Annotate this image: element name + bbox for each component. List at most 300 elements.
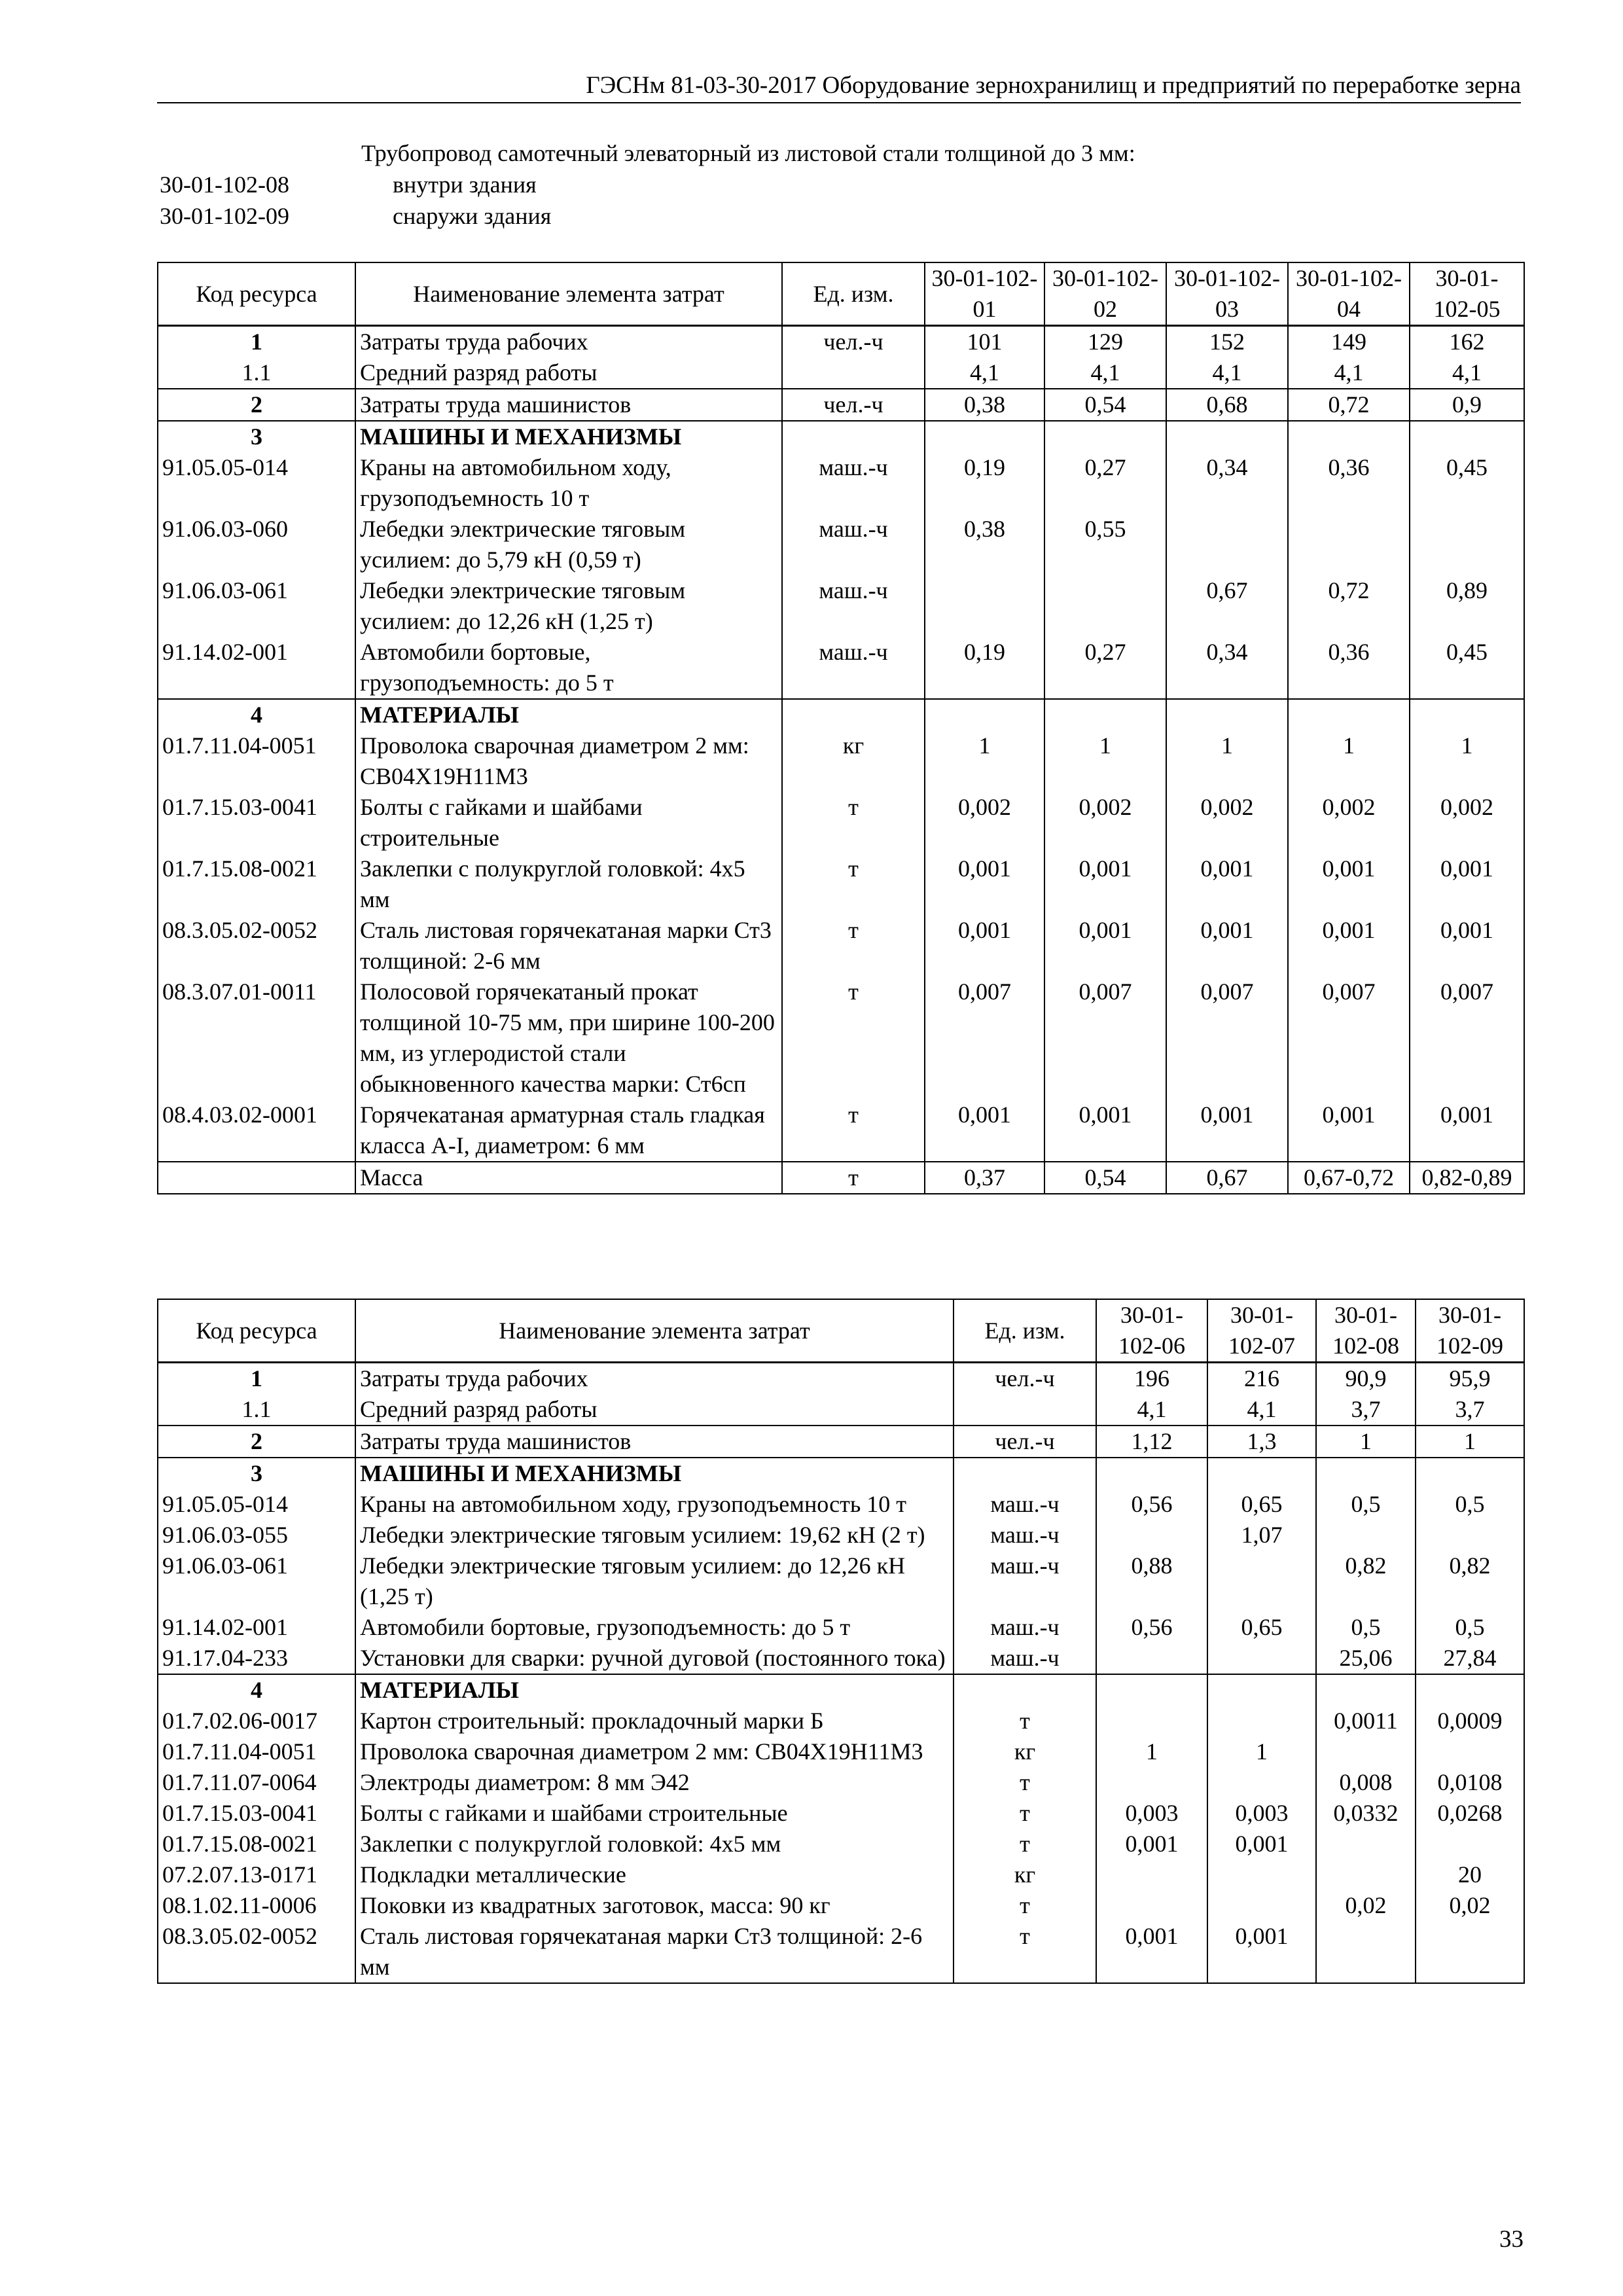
row-value: 196: [1096, 1363, 1207, 1395]
row-code: 4: [158, 699, 355, 730]
row-value: 0,001: [1288, 853, 1410, 915]
col-header-norm: 30-01-102-07: [1207, 1299, 1316, 1363]
row-value: [1207, 1767, 1316, 1798]
row-value: 0,001: [1166, 853, 1288, 915]
row-value: 20: [1416, 1859, 1524, 1890]
table-row: [158, 1458, 1524, 1489]
row-value: 4,1: [1288, 357, 1410, 389]
row-value: [1288, 699, 1410, 730]
row-unit: т: [782, 1162, 925, 1194]
row-code: 01.7.11.07-0064: [158, 1767, 355, 1798]
row-value: 0,5: [1316, 1612, 1416, 1643]
table-row: [158, 915, 1524, 977]
row-value: 0,89: [1410, 575, 1524, 637]
row-value: 0,82-0,89: [1410, 1162, 1524, 1194]
row-unit: [782, 699, 925, 730]
row-value: [1044, 421, 1166, 452]
row-code: 91.06.03-060: [158, 514, 355, 575]
row-value: 0,001: [1410, 1100, 1524, 1162]
row-code: 01.7.11.04-0051: [158, 730, 355, 792]
row-value: 0,45: [1410, 637, 1524, 699]
row-value: 0,008: [1316, 1767, 1416, 1798]
row-value: 0,002: [1288, 792, 1410, 853]
row-code: 01.7.11.04-0051: [158, 1736, 355, 1767]
row-name: Масса: [355, 1162, 782, 1194]
row-value: [1316, 1736, 1416, 1767]
table-row: [158, 1706, 1524, 1736]
row-value: 0,36: [1288, 452, 1410, 514]
row-value: 0,82: [1316, 1551, 1416, 1612]
col-header-norm: 30-01-102-04: [1288, 262, 1410, 326]
row-name: Установки для сварки: ручной дуговой (постоянного тока): [355, 1643, 954, 1674]
row-value: 1: [1207, 1736, 1316, 1767]
running-header: ГЭСНм 81-03-30-2017 Оборудование зернохранилищ и предприятий по переработке зерна: [157, 71, 1521, 103]
col-header-code: Код ресурса: [158, 262, 355, 326]
row-name: МАШИНЫ И МЕХАНИЗМЫ: [355, 1458, 954, 1489]
row-value: 0,001: [1288, 1100, 1410, 1162]
row-value: 1: [925, 730, 1044, 792]
row-value: 0,0009: [1416, 1706, 1524, 1736]
row-name: Лебедки электрические тяговым усилием: 19,62 кН (2 т): [355, 1520, 954, 1551]
row-value: 0,27: [1044, 637, 1166, 699]
row-value: 0,38: [925, 514, 1044, 575]
row-value: 0,02: [1416, 1890, 1524, 1921]
table-row: [158, 452, 1524, 514]
table-row: [158, 1551, 1524, 1612]
row-unit: чел.-ч: [954, 1363, 1096, 1395]
table-body: [158, 1363, 1524, 1984]
row-value: 1: [1166, 730, 1288, 792]
row-value: 0,65: [1207, 1489, 1316, 1520]
row-value: [1096, 1520, 1207, 1551]
row-value: 0,67: [1166, 575, 1288, 637]
row-value: [1096, 1706, 1207, 1736]
row-value: [1207, 1890, 1316, 1921]
row-value: 0,55: [1044, 514, 1166, 575]
row-value: 0,68: [1166, 389, 1288, 421]
row-value: 0,34: [1166, 637, 1288, 699]
row-value: [1410, 514, 1524, 575]
row-name: Проволока сварочная диаметром 2 мм: СВ04Х19Н11М3: [355, 1736, 954, 1767]
row-code: 08.3.05.02-0052: [158, 915, 355, 977]
row-code: 91.05.05-014: [158, 452, 355, 514]
row-unit: маш.-ч: [954, 1643, 1096, 1674]
row-value: 0,56: [1096, 1612, 1207, 1643]
row-value: 3,7: [1416, 1394, 1524, 1426]
row-value: 3,7: [1316, 1394, 1416, 1426]
row-name: Горячекатаная арматурная сталь гладкая класса А-I, диаметром: 6 мм: [355, 1100, 782, 1162]
row-value: [1044, 699, 1166, 730]
row-code: 91.06.03-061: [158, 575, 355, 637]
row-code: 91.06.03-061: [158, 1551, 355, 1612]
row-value: [1288, 421, 1410, 452]
table-row: [158, 1162, 1524, 1194]
col-header-norm: 30-01-102-01: [925, 262, 1044, 326]
table-row: [158, 1394, 1524, 1426]
row-value: [1096, 1674, 1207, 1706]
row-unit: [954, 1394, 1096, 1426]
row-value: [1207, 1458, 1316, 1489]
row-value: 90,9: [1316, 1363, 1416, 1395]
row-name: Затраты труда машинистов: [355, 1426, 954, 1458]
row-name: МАШИНЫ И МЕХАНИЗМЫ: [355, 421, 782, 452]
row-value: 101: [925, 326, 1044, 358]
table-row: [158, 730, 1524, 792]
table-row: [158, 1798, 1524, 1829]
row-value: 1,07: [1207, 1520, 1316, 1551]
col-header-unit: Ед. изм.: [782, 262, 925, 326]
row-value: 4,1: [1207, 1394, 1316, 1426]
row-value: 1: [1316, 1426, 1416, 1458]
row-value: [1207, 1551, 1316, 1612]
row-value: 0,001: [1044, 1100, 1166, 1162]
row-unit: маш.-ч: [954, 1551, 1096, 1612]
table-row: [158, 1859, 1524, 1890]
table-row: [158, 1489, 1524, 1520]
row-value: [1207, 1674, 1316, 1706]
row-code: 08.1.02.11-0006: [158, 1890, 355, 1921]
table-row: [158, 792, 1524, 853]
row-value: [1096, 1643, 1207, 1674]
intro-item-code: 30-01-102-09: [160, 203, 289, 229]
row-value: 0,82: [1416, 1551, 1524, 1612]
table-row: [158, 1736, 1524, 1767]
row-value: [1207, 1706, 1316, 1736]
col-header-norm: 30-01-102-09: [1416, 1299, 1524, 1363]
row-code: [158, 1162, 355, 1194]
row-unit: чел.-ч: [782, 389, 925, 421]
table-row: [158, 421, 1524, 452]
row-value: 1,3: [1207, 1426, 1316, 1458]
row-value: [1416, 1674, 1524, 1706]
table-header-row: [158, 262, 1524, 326]
row-value: 4,1: [1166, 357, 1288, 389]
row-name: Автомобили бортовые, грузоподъемность: до 5 т: [355, 637, 782, 699]
intro-title: Трубопровод самотечный элеваторный из листовой стали толщиной до 3 мм:: [361, 140, 1135, 166]
row-value: 0,5: [1416, 1612, 1524, 1643]
row-name: Картон строительный: прокладочный марки Б: [355, 1706, 954, 1736]
row-value: [925, 699, 1044, 730]
row-name: Заклепки с полукруглой головкой: 4х5 мм: [355, 853, 782, 915]
row-value: 0,36: [1288, 637, 1410, 699]
row-code: 01.7.02.06-0017: [158, 1706, 355, 1736]
col-header-norm: 30-01-102-08: [1316, 1299, 1416, 1363]
row-name: Проволока сварочная диаметром 2 мм: СВ04Х19Н11М3: [355, 730, 782, 792]
row-value: 0,001: [1096, 1921, 1207, 1983]
row-value: 0,0268: [1416, 1798, 1524, 1829]
row-value: [1096, 1859, 1207, 1890]
col-header-norm: 30-01-102-03: [1166, 262, 1288, 326]
row-code: 01.7.15.03-0041: [158, 1798, 355, 1829]
row-value: 0,003: [1207, 1798, 1316, 1829]
row-value: 1: [1288, 730, 1410, 792]
row-value: [1316, 1829, 1416, 1859]
row-value: 0,0108: [1416, 1767, 1524, 1798]
row-value: [1316, 1674, 1416, 1706]
row-code: 08.4.03.02-0001: [158, 1100, 355, 1162]
row-code: 91.17.04-233: [158, 1643, 355, 1674]
row-value: 27,84: [1416, 1643, 1524, 1674]
row-code: 2: [158, 1426, 355, 1458]
row-value: 0,003: [1096, 1798, 1207, 1829]
row-code: 91.06.03-055: [158, 1520, 355, 1551]
row-value: [1288, 514, 1410, 575]
row-value: 0,27: [1044, 452, 1166, 514]
row-unit: [954, 1674, 1096, 1706]
row-code: 2: [158, 389, 355, 421]
intro-item-text: внутри здания: [393, 171, 537, 198]
row-value: 0,0011: [1316, 1706, 1416, 1736]
row-value: 0,9: [1410, 389, 1524, 421]
row-unit: маш.-ч: [954, 1489, 1096, 1520]
table-row: [158, 1520, 1524, 1551]
table-row: [158, 514, 1524, 575]
row-unit: чел.-ч: [954, 1426, 1096, 1458]
row-value: [1316, 1458, 1416, 1489]
row-value: 0,007: [1166, 977, 1288, 1100]
row-value: 0,45: [1410, 452, 1524, 514]
table-row: [158, 1829, 1524, 1859]
row-value: 0,001: [1166, 915, 1288, 977]
row-value: [925, 575, 1044, 637]
row-value: 0,19: [925, 452, 1044, 514]
table-row: [158, 1674, 1524, 1706]
row-name: Средний разряд работы: [355, 357, 782, 389]
table-row: [158, 575, 1524, 637]
row-name: Лебедки электрические тяговым усилием: до 5,79 кН (0,59 т): [355, 514, 782, 575]
row-name: Краны на автомобильном ходу, грузоподъемность 10 т: [355, 1489, 954, 1520]
row-unit: т: [782, 853, 925, 915]
row-value: [1096, 1767, 1207, 1798]
row-unit: т: [782, 915, 925, 977]
row-unit: маш.-ч: [782, 637, 925, 699]
row-value: 0,007: [1044, 977, 1166, 1100]
row-unit: [782, 421, 925, 452]
row-name: Сталь листовая горячекатаная марки Ст3 толщиной: 2-6 мм: [355, 1921, 954, 1983]
row-value: 0,02: [1316, 1890, 1416, 1921]
row-value: 0,37: [925, 1162, 1044, 1194]
row-unit: маш.-ч: [782, 452, 925, 514]
row-code: 01.7.15.08-0021: [158, 1829, 355, 1859]
row-value: 4,1: [1044, 357, 1166, 389]
row-code: 1.1: [158, 1394, 355, 1426]
row-name: Электроды диаметром: 8 мм Э42: [355, 1767, 954, 1798]
row-unit: т: [782, 977, 925, 1100]
row-name: Затраты труда рабочих: [355, 326, 782, 358]
row-value: 0,001: [1207, 1829, 1316, 1859]
row-unit: т: [954, 1921, 1096, 1983]
row-value: 0,88: [1096, 1551, 1207, 1612]
row-value: [1410, 699, 1524, 730]
row-value: 0,001: [1044, 853, 1166, 915]
row-code: 08.3.05.02-0052: [158, 1921, 355, 1983]
row-value: 0,002: [925, 792, 1044, 853]
table-row: [158, 853, 1524, 915]
row-code: 1: [158, 1363, 355, 1395]
row-value: 0,002: [1044, 792, 1166, 853]
row-unit: т: [782, 792, 925, 853]
row-value: [925, 421, 1044, 452]
row-value: 0,38: [925, 389, 1044, 421]
row-value: 0,19: [925, 637, 1044, 699]
table-row: [158, 1921, 1524, 1983]
row-value: 216: [1207, 1363, 1316, 1395]
row-value: 0,34: [1166, 452, 1288, 514]
row-unit: [954, 1458, 1096, 1489]
row-value: 0,007: [1410, 977, 1524, 1100]
row-unit: чел.-ч: [782, 326, 925, 358]
row-name: Затраты труда машинистов: [355, 389, 782, 421]
row-code: 01.7.15.08-0021: [158, 853, 355, 915]
col-header-norm: 30-01-102-02: [1044, 262, 1166, 326]
row-value: 129: [1044, 326, 1166, 358]
row-code: 1.1: [158, 357, 355, 389]
row-value: 1: [1096, 1736, 1207, 1767]
row-unit: маш.-ч: [782, 575, 925, 637]
row-name: Краны на автомобильном ходу, грузоподъемность 10 т: [355, 452, 782, 514]
row-value: 1: [1416, 1426, 1524, 1458]
row-value: [1416, 1520, 1524, 1551]
row-unit: маш.-ч: [954, 1520, 1096, 1551]
row-value: 0,001: [1166, 1100, 1288, 1162]
row-value: [1096, 1890, 1207, 1921]
row-value: 25,06: [1316, 1643, 1416, 1674]
row-value: 1: [1410, 730, 1524, 792]
norm-table-2: [157, 1299, 1525, 1984]
row-value: 0,002: [1166, 792, 1288, 853]
row-name: Затраты труда рабочих: [355, 1363, 954, 1395]
row-value: 0,67: [1166, 1162, 1288, 1194]
row-value: 0,001: [1044, 915, 1166, 977]
row-value: 0,56: [1096, 1489, 1207, 1520]
row-value: [1416, 1736, 1524, 1767]
table-row: [158, 1100, 1524, 1162]
row-unit: [782, 357, 925, 389]
row-value: 0,72: [1288, 389, 1410, 421]
row-code: 1: [158, 326, 355, 358]
row-value: 162: [1410, 326, 1524, 358]
row-code: 07.2.07.13-0171: [158, 1859, 355, 1890]
row-name: Поковки из квадратных заготовок, масса: 90 кг: [355, 1890, 954, 1921]
table-row: [158, 1890, 1524, 1921]
row-value: [1316, 1921, 1416, 1983]
row-value: [1207, 1643, 1316, 1674]
row-name: Сталь листовая горячекатаная марки Ст3 толщиной: 2-6 мм: [355, 915, 782, 977]
norm-table-1: [157, 262, 1525, 1194]
row-unit: т: [954, 1798, 1096, 1829]
row-name: Лебедки электрические тяговым усилием: до 12,26 кН (1,25 т): [355, 575, 782, 637]
col-header-code: Код ресурса: [158, 1299, 355, 1363]
row-value: 0,5: [1416, 1489, 1524, 1520]
row-code: 4: [158, 1674, 355, 1706]
row-unit: т: [954, 1706, 1096, 1736]
row-value: 4,1: [1410, 357, 1524, 389]
row-code: 91.14.02-001: [158, 637, 355, 699]
row-unit: кг: [954, 1859, 1096, 1890]
row-value: 0,001: [925, 853, 1044, 915]
row-value: 0,67-0,72: [1288, 1162, 1410, 1194]
row-value: [1044, 575, 1166, 637]
row-value: 4,1: [1096, 1394, 1207, 1426]
row-code: 3: [158, 1458, 355, 1489]
row-value: 0,007: [925, 977, 1044, 1100]
row-value: [1166, 514, 1288, 575]
table-row: [158, 1612, 1524, 1643]
row-value: 149: [1288, 326, 1410, 358]
row-code: 01.7.15.03-0041: [158, 792, 355, 853]
row-value: [1410, 421, 1524, 452]
table-row: [158, 1767, 1524, 1798]
row-value: 0,001: [925, 1100, 1044, 1162]
row-value: 0,001: [1096, 1829, 1207, 1859]
row-value: 0,001: [1288, 915, 1410, 977]
row-value: [1166, 699, 1288, 730]
table-header-row: [158, 1299, 1524, 1363]
col-header-norm: 30-01-102-06: [1096, 1299, 1207, 1363]
row-value: [1207, 1859, 1316, 1890]
row-value: 0,001: [1410, 853, 1524, 915]
row-value: [1316, 1520, 1416, 1551]
row-value: 0,001: [1207, 1921, 1316, 1983]
col-header-name: Наименование элемента затрат: [355, 1299, 954, 1363]
row-name: Заклепки с полукруглой головкой: 4х5 мм: [355, 1829, 954, 1859]
row-name: Болты с гайками и шайбами строительные: [355, 792, 782, 853]
row-value: [1166, 421, 1288, 452]
row-name: Полосовой горячекатаный прокат толщиной 10-75 мм, при ширине 100-200 мм, из углеродистой стали обыкновенного качества марки: Ст6сп: [355, 977, 782, 1100]
row-unit: маш.-ч: [954, 1612, 1096, 1643]
row-value: 0,65: [1207, 1612, 1316, 1643]
row-value: 4,1: [925, 357, 1044, 389]
row-unit: т: [954, 1767, 1096, 1798]
row-unit: кг: [782, 730, 925, 792]
table-row: [158, 1363, 1524, 1395]
page-number: 33: [1499, 2226, 1524, 2253]
table-row: [158, 357, 1524, 389]
row-value: 152: [1166, 326, 1288, 358]
row-value: 0,007: [1288, 977, 1410, 1100]
table-row: [158, 1643, 1524, 1674]
row-name: Автомобили бортовые, грузоподъемность: до 5 т: [355, 1612, 954, 1643]
table-row: [158, 699, 1524, 730]
table-row: [158, 389, 1524, 421]
col-header-norm: 30-01-102-05: [1410, 262, 1524, 326]
row-unit: т: [954, 1829, 1096, 1859]
row-name: Лебедки электрические тяговым усилием: до 12,26 кН (1,25 т): [355, 1551, 954, 1612]
row-name: Средний разряд работы: [355, 1394, 954, 1426]
row-value: 1: [1044, 730, 1166, 792]
row-code: 3: [158, 421, 355, 452]
row-name: МАТЕРИАЛЫ: [355, 699, 782, 730]
row-unit: т: [954, 1890, 1096, 1921]
col-header-name: Наименование элемента затрат: [355, 262, 782, 326]
row-value: [1416, 1829, 1524, 1859]
row-value: 1,12: [1096, 1426, 1207, 1458]
col-header-unit: Ед. изм.: [954, 1299, 1096, 1363]
row-code: 08.3.07.01-0011: [158, 977, 355, 1100]
table-row: [158, 977, 1524, 1100]
row-value: [1096, 1458, 1207, 1489]
row-value: 0,54: [1044, 1162, 1166, 1194]
row-value: [1316, 1859, 1416, 1890]
row-value: [1416, 1921, 1524, 1983]
row-value: 0,72: [1288, 575, 1410, 637]
row-name: Подкладки металлические: [355, 1859, 954, 1890]
row-value: 0,001: [925, 915, 1044, 977]
row-unit: маш.-ч: [782, 514, 925, 575]
row-unit: т: [782, 1100, 925, 1162]
table-row: [158, 1426, 1524, 1458]
row-value: 0,5: [1316, 1489, 1416, 1520]
